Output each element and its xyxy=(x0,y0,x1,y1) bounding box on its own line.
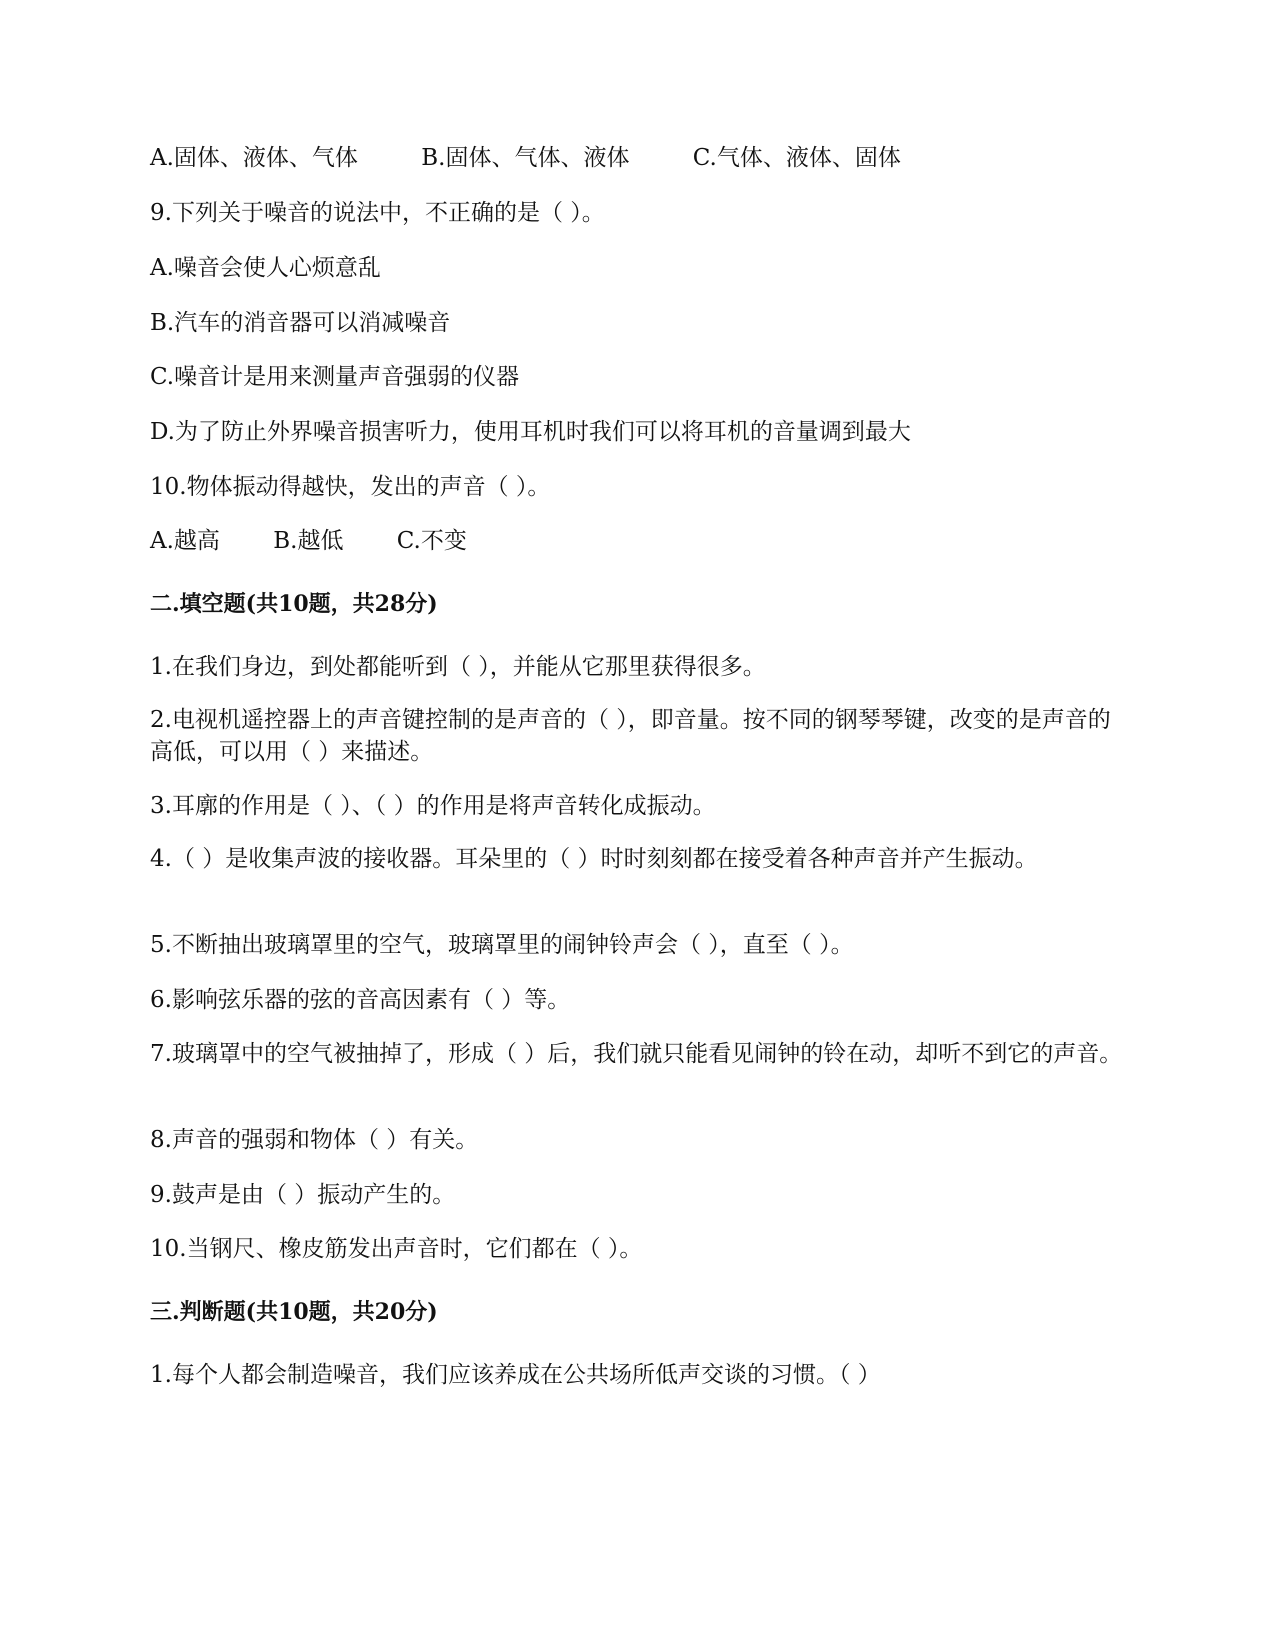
s2-item-7: 7.玻璃罩中的空气被抽掉了，形成（ ）后，我们就只能看见闹钟的铃在动，却听不到它的声音。 xyxy=(150,1041,1123,1067)
s2-item-10: 10.当钢尺、橡皮筋发出声音时，它们都在（ ）。 xyxy=(150,1236,643,1262)
q8-options xyxy=(150,142,901,174)
q10-option-c: C.不变 xyxy=(396,528,467,554)
q9-option-c: C.噪音计是用来测量声音强弱的仪器 xyxy=(150,364,520,390)
q8-option-c: C.气体、液体、固体 xyxy=(692,145,901,171)
section-3-heading: 三.判断题(共10题，共20分) xyxy=(150,1299,438,1325)
q9-option-b: B.汽车的消音器可以消减噪音 xyxy=(150,310,451,336)
q9-stem: 9.下列关于噪音的说法中，不正确的是（ ）。 xyxy=(150,200,605,226)
s2-item-5: 5.不断抽出玻璃罩里的空气，玻璃罩里的闹钟铃声会（ ），直至（ ）。 xyxy=(150,932,854,958)
s2-item-6: 6.影响弦乐器的弦的音高因素有（ ）等。 xyxy=(150,987,571,1013)
s2-item-9: 9.鼓声是由（ ）振动产生的。 xyxy=(150,1182,456,1208)
s2-item-3: 3.耳廓的作用是（ ）、（ ）的作用是将声音转化成振动。 xyxy=(150,793,716,819)
s3-item-1: 1.每个人都会制造噪音，我们应该养成在公共场所低声交谈的习惯。（ ） xyxy=(150,1362,881,1388)
s2-item-8: 8.声音的强弱和物体（ ）有关。 xyxy=(150,1127,479,1153)
q8-option-b: B.固体、气体、液体 xyxy=(421,145,630,171)
q8-option-a: A.固体、液体、气体 xyxy=(150,145,358,171)
section-2-heading: 二.填空题(共10题，共28分) xyxy=(150,591,438,617)
q10-option-b: B.越低 xyxy=(273,528,344,554)
q9-option-a: A.噪音会使人心烦意乱 xyxy=(150,255,381,281)
s2-item-4: 4.（ ）是收集声波的接收器。耳朵里的（ ）时时刻刻都在接受着各种声音并产生振动。 xyxy=(150,846,1038,872)
q10-stem: 10.物体振动得越快，发出的声音（ ）。 xyxy=(150,474,551,500)
q10-option-a: A.越高 xyxy=(150,528,220,554)
s2-item-2: 2.电视机遥控器上的声音键控制的是声音的（ ），即音量。按不同的钢琴琴键，改变的是声音的高低，可以用（ ）来描述。 xyxy=(150,707,1111,765)
q9-option-d: D.为了防止外界噪音损害听力，使用耳机时我们可以将耳机的音量调到最大 xyxy=(150,419,911,445)
s2-item-1: 1.在我们身边，到处都能听到（ ），并能从它那里获得很多。 xyxy=(150,654,766,680)
q10-options xyxy=(150,525,467,557)
document-page xyxy=(150,0,1150,1650)
